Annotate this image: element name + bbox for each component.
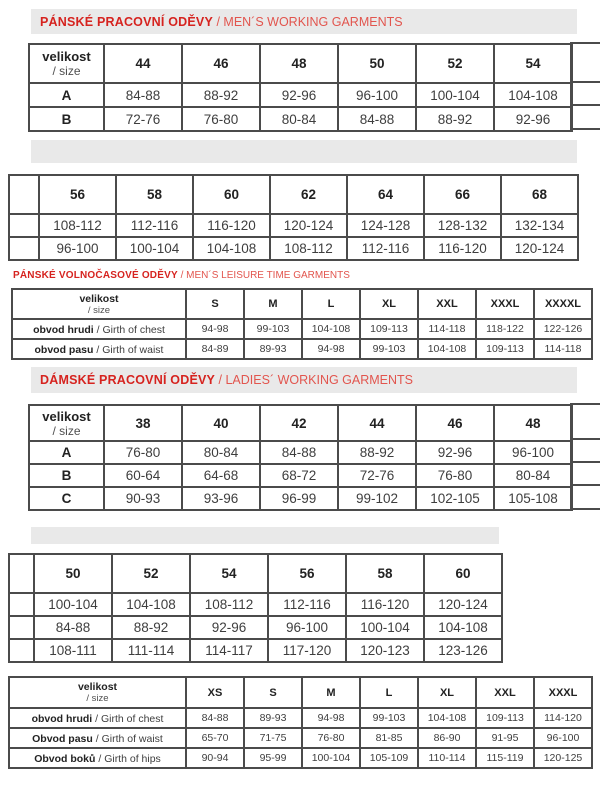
measure-row-c bbox=[9, 639, 502, 662]
clipped-label-cell bbox=[9, 616, 34, 639]
row-label-cell: A bbox=[29, 83, 104, 107]
value-cell: 92-96 bbox=[494, 107, 572, 131]
size-header-cell: 56 bbox=[268, 554, 346, 593]
value-cell: 104-108 bbox=[418, 339, 476, 359]
value-cell: 93-96 bbox=[182, 487, 260, 510]
row-label-cell: C bbox=[29, 487, 104, 510]
mens-working-table-part2 bbox=[8, 174, 579, 261]
table-cutoff-line bbox=[571, 42, 600, 44]
size-header-cell: 66 bbox=[424, 175, 501, 214]
size-header-cell: 62 bbox=[270, 175, 347, 214]
size-header-row bbox=[29, 44, 572, 83]
value-cell: 99-103 bbox=[360, 708, 418, 728]
value-cell: 80-84 bbox=[494, 464, 572, 487]
section-heading-mens-working bbox=[31, 9, 577, 34]
value-cell: 92-96 bbox=[190, 616, 268, 639]
value-cell: 92-96 bbox=[260, 83, 338, 107]
size-header-cell: 40 bbox=[182, 405, 260, 441]
size-label-english: / size bbox=[52, 423, 81, 438]
value-cell: 99-103 bbox=[360, 339, 418, 359]
value-cell: 90-94 bbox=[186, 748, 244, 768]
value-cell: 95-99 bbox=[244, 748, 302, 768]
value-cell: 120-124 bbox=[501, 237, 578, 260]
value-cell: 128-132 bbox=[424, 214, 501, 237]
row-label-czech: obvod hrudi bbox=[31, 713, 93, 725]
value-cell: 104-108 bbox=[112, 593, 190, 616]
size-header-cell: XXL bbox=[476, 677, 534, 708]
ladies-working-table-part2 bbox=[8, 553, 503, 663]
value-cell: 108-112 bbox=[190, 593, 268, 616]
section-separator-bar bbox=[31, 527, 499, 544]
row-label-cell bbox=[9, 748, 186, 768]
size-header-cell: 46 bbox=[182, 44, 260, 83]
table-cutoff-line bbox=[571, 461, 600, 463]
section-title-english: / MEN´S LEISURE TIME GARMENTS bbox=[177, 270, 350, 281]
value-cell: 108-111 bbox=[34, 639, 112, 662]
section-title-english: / LADIES´ WORKING GARMENTS bbox=[215, 373, 413, 387]
value-cell: 76-80 bbox=[104, 441, 182, 464]
value-cell: 120-124 bbox=[424, 593, 502, 616]
size-header-cell: 50 bbox=[338, 44, 416, 83]
row-label-czech: obvod pasu bbox=[34, 344, 94, 356]
clipped-label-cell bbox=[9, 593, 34, 616]
ladies-working-table-part1 bbox=[28, 404, 573, 511]
size-header-cell: XS bbox=[186, 677, 244, 708]
row-label-cell: B bbox=[29, 107, 104, 131]
ladies-leisure-table bbox=[8, 676, 593, 769]
table-cutoff-line bbox=[570, 42, 572, 130]
value-cell: 96-100 bbox=[534, 728, 592, 748]
size-header-cell: 54 bbox=[190, 554, 268, 593]
value-cell: 92-96 bbox=[416, 441, 494, 464]
value-cell: 105-109 bbox=[360, 748, 418, 768]
value-cell: 104-108 bbox=[424, 616, 502, 639]
value-cell: 100-104 bbox=[346, 616, 424, 639]
value-cell: 84-88 bbox=[104, 83, 182, 107]
size-label-cell bbox=[29, 44, 104, 83]
value-cell: 86-90 bbox=[418, 728, 476, 748]
size-header-cell: XXXL bbox=[476, 289, 534, 319]
size-header-row bbox=[9, 677, 592, 708]
value-cell: 94-98 bbox=[302, 339, 360, 359]
row-label-czech: Obvod boků bbox=[34, 753, 96, 765]
value-cell: 116-120 bbox=[424, 237, 501, 260]
value-cell: 116-120 bbox=[346, 593, 424, 616]
value-cell: 64-68 bbox=[182, 464, 260, 487]
value-cell: 90-93 bbox=[104, 487, 182, 510]
row-label-cell: B bbox=[29, 464, 104, 487]
value-cell: 96-100 bbox=[39, 237, 116, 260]
table-cutoff-line bbox=[570, 403, 572, 510]
value-cell: 102-105 bbox=[416, 487, 494, 510]
size-header-cell: M bbox=[302, 677, 360, 708]
value-cell: 124-128 bbox=[347, 214, 424, 237]
value-cell: 76-80 bbox=[302, 728, 360, 748]
value-cell: 88-92 bbox=[112, 616, 190, 639]
value-cell: 116-120 bbox=[193, 214, 270, 237]
section-heading-mens-leisure bbox=[13, 270, 350, 281]
size-label-cell bbox=[12, 289, 186, 319]
value-cell: 100-104 bbox=[302, 748, 360, 768]
size-header-cell: 42 bbox=[260, 405, 338, 441]
measure-row-a bbox=[9, 593, 502, 616]
value-cell: 100-104 bbox=[416, 83, 494, 107]
size-label-czech: velikost bbox=[77, 681, 118, 693]
value-cell: 84-89 bbox=[186, 339, 244, 359]
value-cell: 99-103 bbox=[244, 319, 302, 339]
size-header-cell: XL bbox=[418, 677, 476, 708]
value-cell: 109-113 bbox=[360, 319, 418, 339]
value-cell: 91-95 bbox=[476, 728, 534, 748]
value-cell: 84-88 bbox=[186, 708, 244, 728]
measure-row-b bbox=[29, 464, 572, 487]
value-cell: 81-85 bbox=[360, 728, 418, 748]
value-cell: 114-120 bbox=[534, 708, 592, 728]
clipped-label-cell bbox=[9, 214, 39, 237]
mens-working-table-part1 bbox=[28, 43, 573, 132]
size-header-cell: XL bbox=[360, 289, 418, 319]
section-title-english: / MEN´S WORKING GARMENTS bbox=[212, 14, 403, 29]
value-cell: 120-125 bbox=[534, 748, 592, 768]
value-cell: 84-88 bbox=[338, 107, 416, 131]
value-cell: 88-92 bbox=[182, 83, 260, 107]
size-header-cell: L bbox=[302, 289, 360, 319]
size-header-cell: M bbox=[244, 289, 302, 319]
row-label-czech: obvod hrudi bbox=[33, 324, 94, 336]
size-header-cell: 50 bbox=[34, 554, 112, 593]
row-label-cell bbox=[9, 708, 186, 728]
size-header-cell: 44 bbox=[104, 44, 182, 83]
value-cell: 99-102 bbox=[338, 487, 416, 510]
size-header-row bbox=[9, 175, 578, 214]
size-label-czech: velikost bbox=[42, 408, 91, 424]
value-cell: 105-108 bbox=[494, 487, 572, 510]
value-cell: 112-116 bbox=[347, 237, 424, 260]
clipped-label-cell bbox=[9, 639, 34, 662]
value-cell: 104-108 bbox=[418, 708, 476, 728]
measure-row-b bbox=[9, 237, 578, 260]
value-cell: 104-108 bbox=[193, 237, 270, 260]
value-cell: 109-113 bbox=[476, 708, 534, 728]
row-label-cell bbox=[12, 319, 186, 339]
row-label-cell: A bbox=[29, 441, 104, 464]
value-cell: 84-88 bbox=[260, 441, 338, 464]
size-header-cell: 58 bbox=[346, 554, 424, 593]
size-header-row bbox=[9, 554, 502, 593]
section-title-czech: PÁNSKÉ PRACOVNÍ ODĚVY bbox=[40, 14, 213, 29]
value-cell: 76-80 bbox=[182, 107, 260, 131]
value-cell: 71-75 bbox=[244, 728, 302, 748]
value-cell: 122-126 bbox=[534, 319, 592, 339]
value-cell: 60-64 bbox=[104, 464, 182, 487]
value-cell: 94-98 bbox=[302, 708, 360, 728]
value-cell: 112-116 bbox=[116, 214, 193, 237]
value-cell: 112-116 bbox=[268, 593, 346, 616]
value-cell: 96-99 bbox=[260, 487, 338, 510]
size-label-english: / size bbox=[52, 64, 81, 78]
section-separator-bar bbox=[31, 140, 577, 163]
value-cell: 80-84 bbox=[260, 107, 338, 131]
table-cutoff-line bbox=[571, 128, 600, 130]
size-header-cell: 68 bbox=[501, 175, 578, 214]
measure-row-a bbox=[29, 83, 572, 107]
mens-leisure-table bbox=[11, 288, 593, 360]
value-cell: 100-104 bbox=[34, 593, 112, 616]
size-header-row bbox=[29, 405, 572, 441]
value-cell: 114-118 bbox=[534, 339, 592, 359]
size-header-row bbox=[12, 289, 592, 319]
value-cell: 123-126 bbox=[424, 639, 502, 662]
size-header-cell: 54 bbox=[494, 44, 572, 83]
clipped-label-cell bbox=[9, 554, 34, 593]
value-cell: 72-76 bbox=[104, 107, 182, 131]
value-cell: 120-124 bbox=[270, 214, 347, 237]
row-label-english: / Girth of waist bbox=[93, 344, 164, 356]
size-header-cell: 46 bbox=[416, 405, 494, 441]
table-cutoff-line bbox=[571, 484, 600, 486]
size-header-cell: XXXXL bbox=[534, 289, 592, 319]
value-cell: 65-70 bbox=[186, 728, 244, 748]
table-cutoff-line bbox=[571, 438, 600, 440]
girth-of-chest-row bbox=[12, 319, 592, 339]
value-cell: 72-76 bbox=[338, 464, 416, 487]
size-header-cell: XXXL bbox=[534, 677, 592, 708]
value-cell: 68-72 bbox=[260, 464, 338, 487]
value-cell: 111-114 bbox=[112, 639, 190, 662]
table-cutoff-line bbox=[571, 403, 600, 405]
row-label-cell bbox=[12, 339, 186, 359]
value-cell: 114-117 bbox=[190, 639, 268, 662]
value-cell: 108-112 bbox=[39, 214, 116, 237]
value-cell: 110-114 bbox=[418, 748, 476, 768]
girth-of-waist-row bbox=[9, 728, 592, 748]
row-label-english: / Girth of waist bbox=[92, 733, 163, 745]
table-cutoff-line bbox=[571, 81, 600, 83]
measure-row-b bbox=[9, 616, 502, 639]
value-cell: 109-113 bbox=[476, 339, 534, 359]
size-header-cell: 58 bbox=[116, 175, 193, 214]
value-cell: 88-92 bbox=[416, 107, 494, 131]
section-title-czech: PÁNSKÉ VOLNOČASOVÉ ODĚVY bbox=[13, 270, 178, 281]
value-cell: 100-104 bbox=[116, 237, 193, 260]
girth-of-hips-row bbox=[9, 748, 592, 768]
value-cell: 80-84 bbox=[182, 441, 260, 464]
value-cell: 118-122 bbox=[476, 319, 534, 339]
size-header-cell: 48 bbox=[494, 405, 572, 441]
size-label-english: / size bbox=[86, 693, 109, 704]
size-header-cell: 60 bbox=[424, 554, 502, 593]
size-header-cell: 38 bbox=[104, 405, 182, 441]
size-header-cell: 56 bbox=[39, 175, 116, 214]
size-header-cell: 48 bbox=[260, 44, 338, 83]
section-title-czech: DÁMSKÉ PRACOVNÍ ODĚVY bbox=[40, 373, 216, 387]
size-header-cell: 52 bbox=[416, 44, 494, 83]
value-cell: 94-98 bbox=[186, 319, 244, 339]
size-label-czech: velikost bbox=[42, 49, 91, 64]
girth-of-chest-row bbox=[9, 708, 592, 728]
girth-of-waist-row bbox=[12, 339, 592, 359]
value-cell: 96-100 bbox=[338, 83, 416, 107]
size-label-cell bbox=[9, 677, 186, 708]
table-cutoff-line bbox=[571, 104, 600, 106]
value-cell: 76-80 bbox=[416, 464, 494, 487]
measure-row-c bbox=[29, 487, 572, 510]
value-cell: 104-108 bbox=[302, 319, 360, 339]
measure-row-a bbox=[9, 214, 578, 237]
size-header-cell: 52 bbox=[112, 554, 190, 593]
size-label-cell bbox=[29, 405, 104, 441]
row-label-czech: Obvod pasu bbox=[32, 733, 93, 745]
clipped-label-cell bbox=[9, 175, 39, 214]
size-label-czech: velikost bbox=[79, 292, 119, 305]
value-cell: 96-100 bbox=[494, 441, 572, 464]
size-header-cell: 60 bbox=[193, 175, 270, 214]
clipped-label-cell bbox=[9, 237, 39, 260]
value-cell: 88-92 bbox=[338, 441, 416, 464]
value-cell: 132-134 bbox=[501, 214, 578, 237]
row-label-english: / Girth of hips bbox=[95, 753, 161, 765]
size-header-cell: S bbox=[244, 677, 302, 708]
value-cell: 115-119 bbox=[476, 748, 534, 768]
measure-row-b bbox=[29, 107, 572, 131]
value-cell: 89-93 bbox=[244, 708, 302, 728]
value-cell: 117-120 bbox=[268, 639, 346, 662]
measure-row-a bbox=[29, 441, 572, 464]
value-cell: 108-112 bbox=[270, 237, 347, 260]
size-header-cell: 44 bbox=[338, 405, 416, 441]
section-heading-ladies-working bbox=[31, 367, 577, 393]
value-cell: 104-108 bbox=[494, 83, 572, 107]
table-cutoff-line bbox=[571, 508, 600, 510]
value-cell: 114-118 bbox=[418, 319, 476, 339]
value-cell: 84-88 bbox=[34, 616, 112, 639]
row-label-english: / Girth of chest bbox=[92, 713, 164, 725]
value-cell: 120-123 bbox=[346, 639, 424, 662]
size-header-cell: S bbox=[186, 289, 244, 319]
value-cell: 89-93 bbox=[244, 339, 302, 359]
size-header-cell: XXL bbox=[418, 289, 476, 319]
value-cell: 96-100 bbox=[268, 616, 346, 639]
size-header-cell: L bbox=[360, 677, 418, 708]
size-label-english: / size bbox=[87, 304, 111, 316]
row-label-cell bbox=[9, 728, 186, 748]
size-header-cell: 64 bbox=[347, 175, 424, 214]
row-label-english: / Girth of chest bbox=[93, 324, 165, 336]
